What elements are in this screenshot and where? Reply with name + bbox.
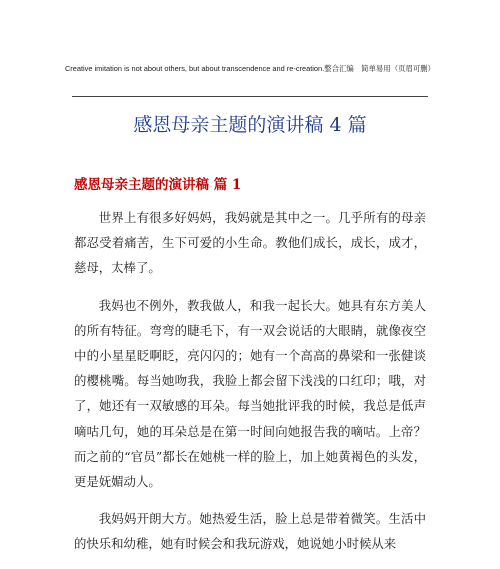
body-paragraph: 我妈也不例外，教我做人，和我一起长大。她具有东方美人的所有特征。弯弯的睫毛下，有一双会说话的大眼睛，就像夜空中的小星星眨啊眨，亮闪闪的；她有一个高高的鼻梁和一张健谈的樱桃嘴。每当她吻我，我脸上都会留下浅浅的口红印；哦，对了，她还有一双敏感的耳朵。每当她批评我的时候，我总是低声嘀咕几句，她的耳朵总是在第一时间向她报告我的嘀咕。上帝？而之前的“官员”都长在她桃一样的脸上，加上她黄褐色的头发，更是妩媚动人。 (74, 297, 426, 490)
section-heading: 感恩母亲主题的演讲稿 篇 1 (74, 177, 242, 193)
body-paragraph: 世界上有很多好妈妈，我妈就是其中之一。几乎所有的母亲都忍受着痛苦，生下可爱的小生命。教他们成长，成长，成才，慈母，太棒了。 (74, 210, 426, 276)
header-divider (72, 96, 428, 97)
body-paragraph: 我妈妈开朗大方。她热爱生活，脸上总是带着微笑。生活中的快乐和幼稚，她有时候会和我玩游戏，她说她小时候从来 (74, 511, 426, 552)
document-title: 感恩母亲主题的演讲稿 4 篇 (133, 114, 367, 136)
document-body (74, 205, 426, 569)
page-header-note: Creative imitation is not about others, but about transcendence and re-creation.整合汇编 简单易用（页眉可删） (64, 64, 436, 73)
